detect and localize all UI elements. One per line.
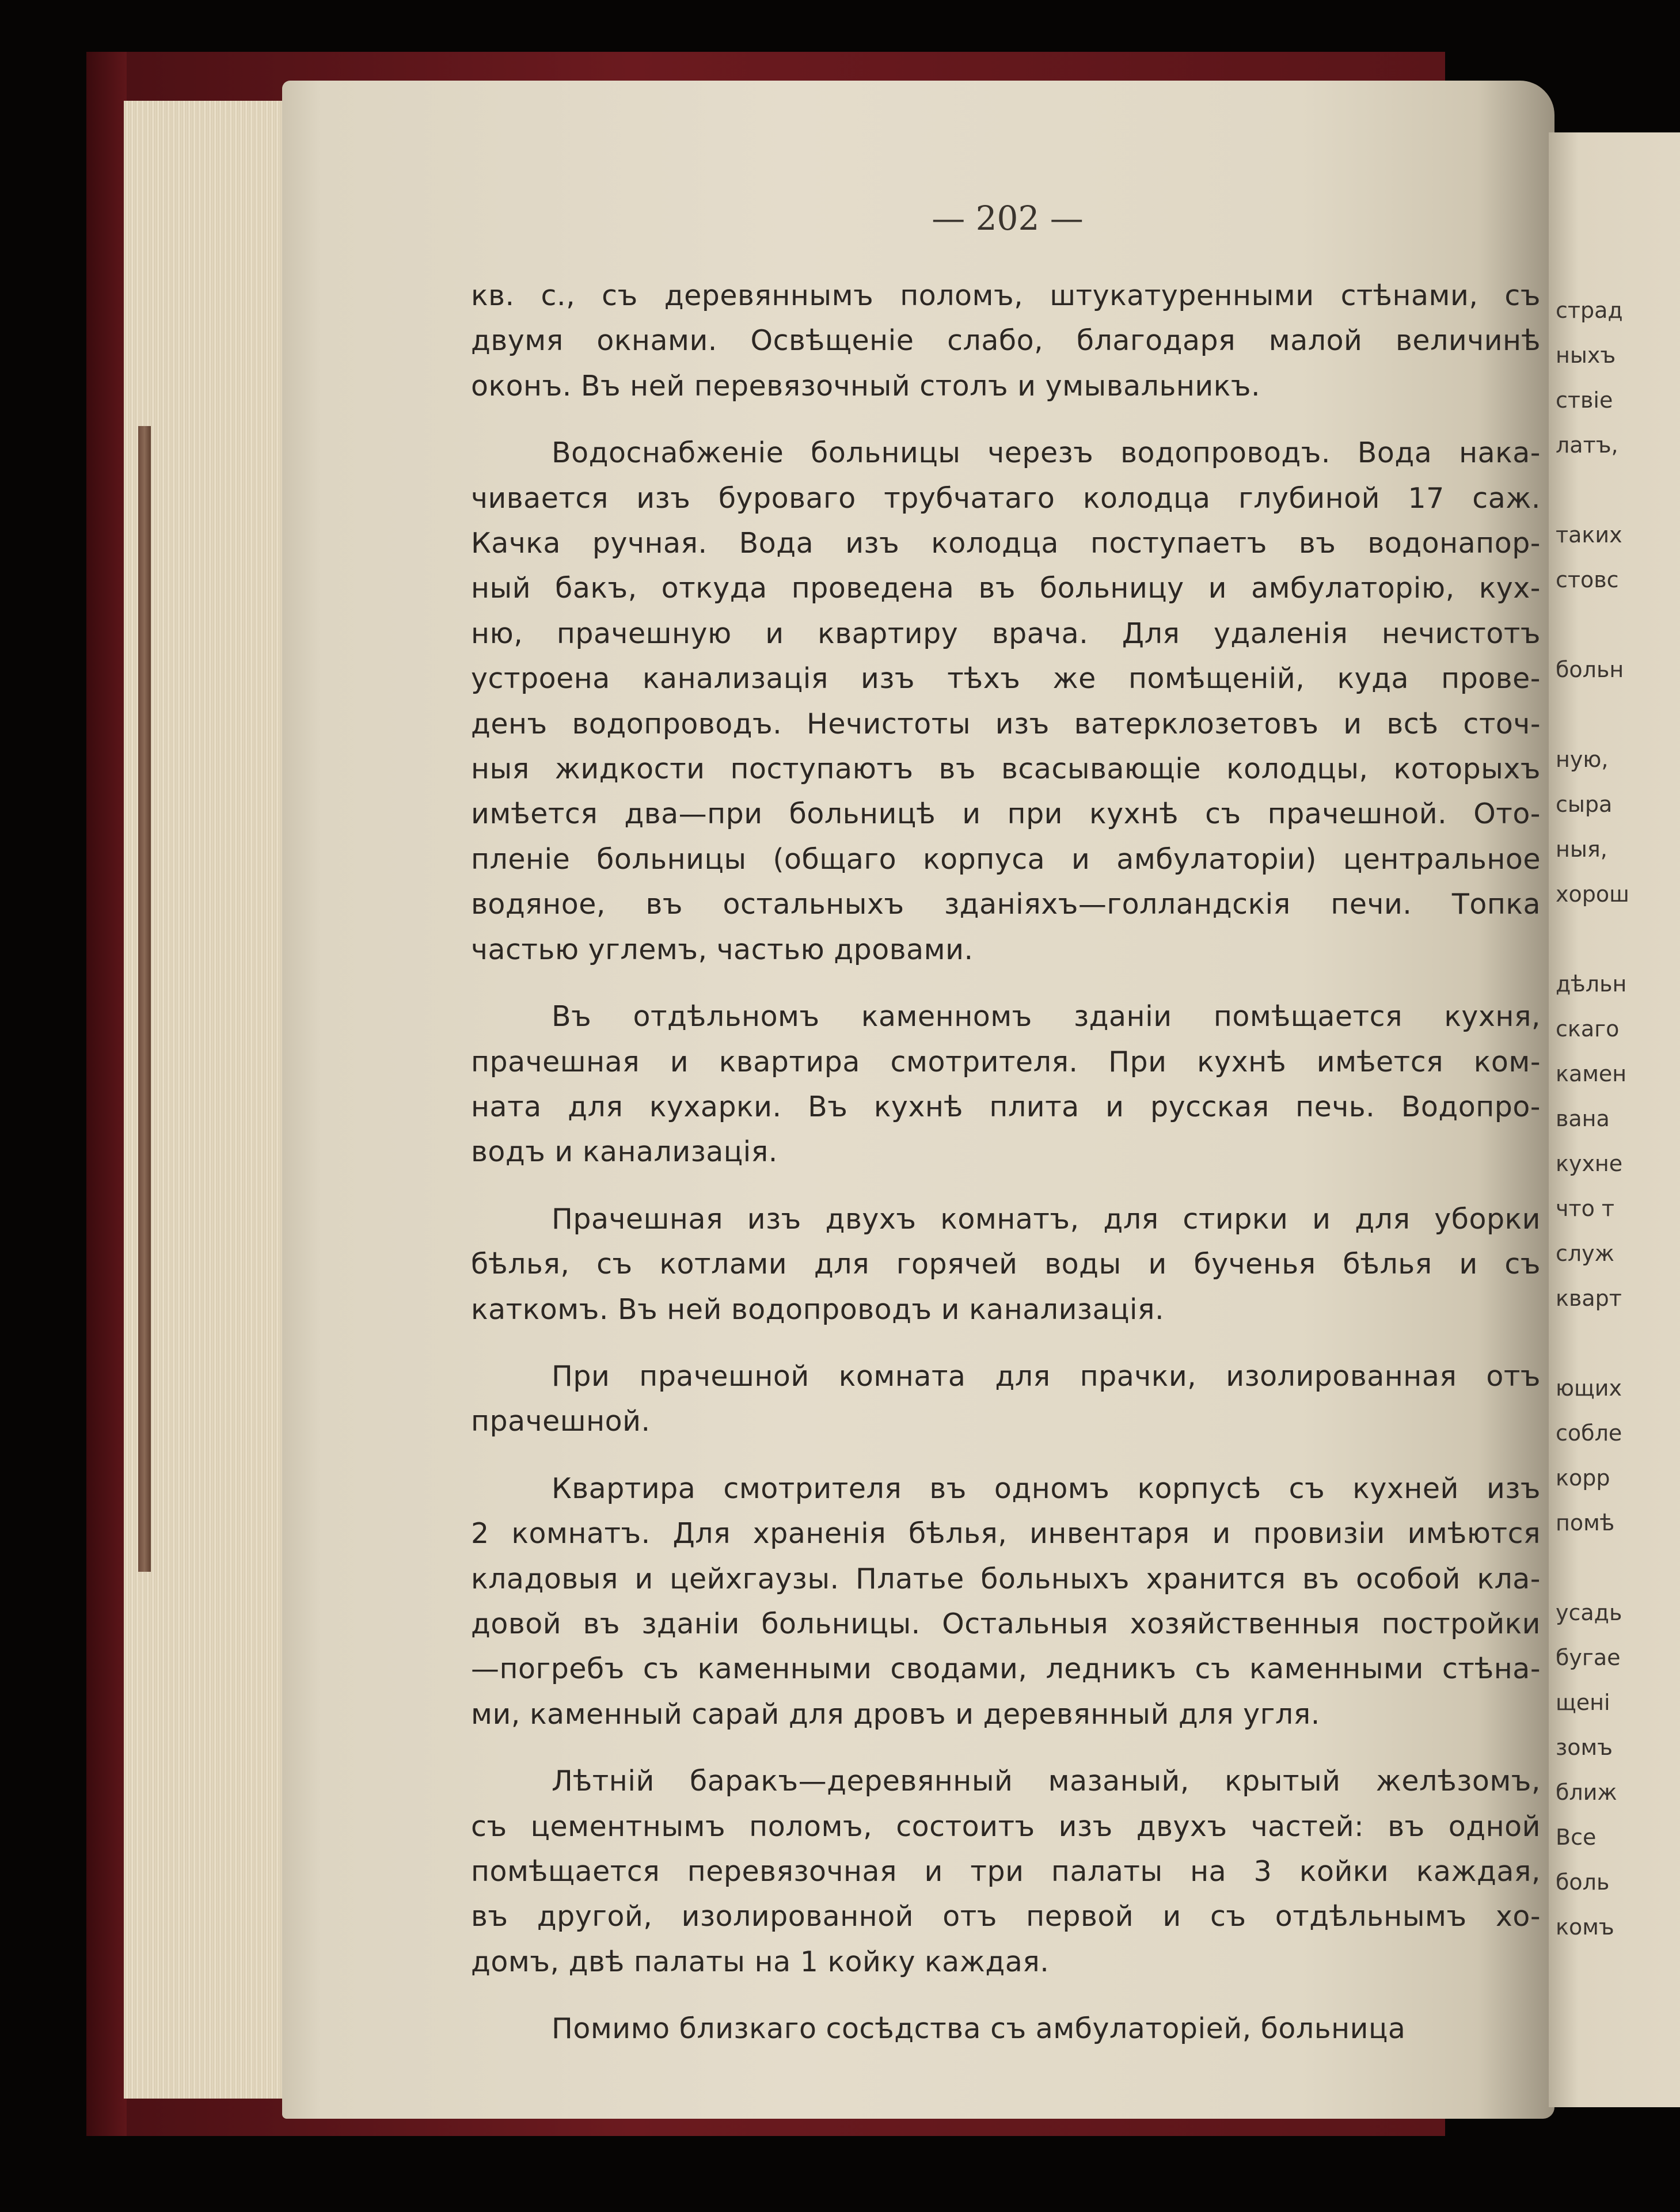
text-line: Качка ручная. Вода изъ колодца поступаетъ въ водонапор- <box>471 527 1541 560</box>
facing-page-line: боль <box>1556 1869 1610 1895</box>
facing-page-line: ную, <box>1556 747 1609 772</box>
text-line: 2 комнатъ. Для храненія бѣлья, инвентаря и провизіи имѣются <box>471 1517 1541 1550</box>
facing-page-text <box>1556 288 1680 1949</box>
paragraph <box>471 431 1541 972</box>
facing-page-line: что т <box>1556 1196 1615 1221</box>
text-line: оконъ. Въ ней перевязочный столъ и умывальникъ. <box>471 369 1261 402</box>
facing-page-line: стовс <box>1556 567 1619 592</box>
facing-page-line <box>1556 917 1680 961</box>
text-line: При прачешной комната для прачки, изолированная отъ <box>552 1359 1541 1393</box>
facing-page-line: хорош <box>1556 881 1629 907</box>
facing-page-line <box>1556 692 1680 737</box>
paragraph <box>471 1466 1541 1737</box>
facing-page-line: служ <box>1556 1241 1614 1266</box>
facing-page-line <box>1556 1545 1680 1590</box>
facing-page-line <box>1556 1321 1680 1366</box>
text-line: Водоснабженіе больницы черезъ водопроводъ. Вода нака- <box>552 436 1541 470</box>
paragraph <box>471 994 1541 1175</box>
facing-page-line: комъ <box>1556 1914 1614 1940</box>
facing-page-line: ныя, <box>1556 837 1607 862</box>
text-line: съ цементнымъ поломъ, состоитъ изъ двухъ частей: въ одной <box>471 1810 1541 1843</box>
facing-page-line: кухне <box>1556 1151 1623 1176</box>
facing-page <box>1549 132 1680 2107</box>
facing-page-line: латъ, <box>1556 432 1618 458</box>
facing-page-line: камен <box>1556 1061 1627 1086</box>
text-line: двумя окнами. Освѣщеніе слабо, благодаря малой величинѣ <box>471 324 1541 358</box>
facing-page-line: вана <box>1556 1106 1610 1131</box>
facing-page-line: помѣ <box>1556 1510 1615 1536</box>
text-line: ный бакъ, откуда проведена въ больницу и амбулаторію, кух- <box>471 572 1541 605</box>
text-line: домъ, двѣ палаты на 1 койку каждая. <box>471 1945 1050 1978</box>
facing-page-line: таких <box>1556 522 1622 548</box>
text-line: прачешной. <box>471 1405 651 1438</box>
paragraph <box>471 273 1541 409</box>
facing-page-line: щені <box>1556 1690 1610 1715</box>
text-line: въ другой, изолированной отъ первой и съ отдѣльнымъ хо- <box>471 1900 1541 1933</box>
facing-page-line <box>1556 602 1680 647</box>
facing-page-line: корр <box>1556 1465 1610 1491</box>
facing-page-line: собле <box>1556 1420 1622 1446</box>
paragraph <box>471 1354 1541 1445</box>
paragraph <box>471 1197 1541 1332</box>
facing-page-line: больн <box>1556 657 1624 682</box>
text-line: частью углемъ, частью дровами. <box>471 933 974 966</box>
text-line: водяное, въ остальныхъ зданіяхъ—голландскія печи. Топка <box>471 888 1541 921</box>
facing-page-line: сыра <box>1556 792 1613 817</box>
facing-page-line: ющих <box>1556 1375 1622 1401</box>
body-text <box>471 273 1541 2074</box>
facing-page-line: скаго <box>1556 1016 1620 1042</box>
text-line: Квартира смотрителя въ одномъ корпусѣ съ кухней изъ <box>552 1472 1541 1505</box>
text-line: водъ и канализація. <box>471 1135 778 1169</box>
facing-page-line: страд <box>1556 298 1623 323</box>
text-line: Прачешная изъ двухъ комнатъ, для стирки и для уборки <box>552 1202 1541 1236</box>
text-line: чивается изъ буроваго трубчатаго колодца глубиной 17 саж. <box>471 481 1541 515</box>
text-line: ната для кухарки. Въ кухнѣ плита и русская печь. Водопро- <box>471 1090 1541 1123</box>
text-line: Въ отдѣльномъ каменномъ зданіи помѣщается кухня, <box>552 1000 1541 1033</box>
facing-page-line: усадь <box>1556 1600 1622 1625</box>
text-line: денъ водопроводъ. Нечистоты изъ ватерклозетовъ и всѣ сточ- <box>471 707 1541 740</box>
text-line: Лѣтній баракъ—деревянный мазаный, крытый желѣзомъ, <box>552 1765 1541 1798</box>
text-line: ню, прачешную и квартиру врача. Для удаленія нечистотъ <box>471 617 1541 650</box>
page-number: — 202 — <box>932 199 1084 238</box>
facing-page-line: ныхъ <box>1556 343 1616 368</box>
facing-page-line: ближ <box>1556 1780 1617 1805</box>
facing-page-line: ствіе <box>1556 387 1613 413</box>
text-line: имѣется два—при больницѣ и при кухнѣ съ прачешной. Ото- <box>471 797 1541 831</box>
paragraph <box>471 1759 1541 1985</box>
facing-page-line: кварт <box>1556 1286 1622 1311</box>
text-line: кладовыя и цейхгаузы. Платье больныхъ хранится въ особой кла- <box>471 1562 1541 1595</box>
book-spine-edge <box>86 52 127 2136</box>
bookmark-ribbon <box>138 426 151 1572</box>
text-line: пленіе больницы (общаго корпуса и амбулаторіи) центральное <box>471 842 1541 876</box>
text-line: устроена канализація изъ тѣхъ же помѣщеній, куда прове- <box>471 662 1541 695</box>
facing-page-line <box>1556 468 1680 512</box>
text-line: бѣлья, съ котлами для горячей воды и бученья бѣлья и съ <box>471 1248 1541 1281</box>
text-line: помѣщается перевязочная и три палаты на 3 койки каждая, <box>471 1855 1541 1888</box>
text-line: ныя жидкости поступаютъ въ всасывающіе колодцы, которыхъ <box>471 752 1541 786</box>
text-line: —погребъ съ каменными сводами, ледникъ съ каменными стѣна- <box>471 1652 1541 1686</box>
facing-page-line: дѣльн <box>1556 971 1627 997</box>
facing-page-line: Все <box>1556 1825 1597 1850</box>
text-line: Помимо близкаго сосѣдства съ амбулаторіей, больница <box>552 2012 1406 2046</box>
text-line: каткомъ. Въ ней водопроводъ и канализація. <box>471 1293 1165 1326</box>
text-line: ми, каменный сарай для дровъ и деревянный для угля. <box>471 1697 1320 1731</box>
text-line: довой въ зданіи больницы. Остальныя хозяйственныя постройки <box>471 1607 1541 1640</box>
facing-page-line: зомъ <box>1556 1735 1613 1760</box>
facing-page-line: бугае <box>1556 1645 1621 1670</box>
text-line: прачешная и квартира смотрителя. При кухнѣ имѣется ком- <box>471 1045 1541 1078</box>
text-line: кв. с., съ деревяннымъ поломъ, штукатуренными стѣнами, съ <box>471 279 1541 312</box>
paragraph <box>471 2006 1541 2051</box>
